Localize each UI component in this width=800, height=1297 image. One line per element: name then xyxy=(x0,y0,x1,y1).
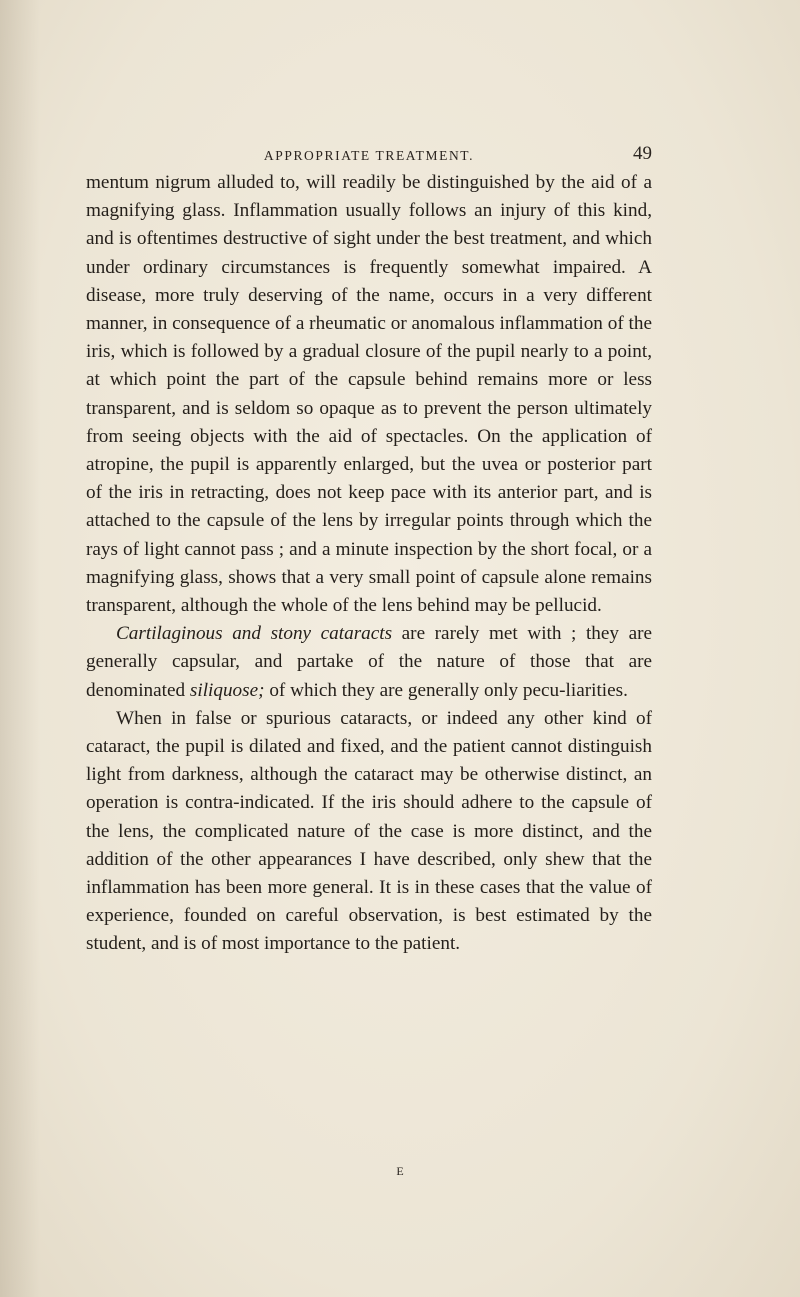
signature-mark: E xyxy=(396,1164,404,1178)
page-gutter-shadow xyxy=(0,0,40,1297)
page-number: 49 xyxy=(633,143,652,164)
italic-term-siliquose: siliquose; xyxy=(189,679,265,701)
paragraph-1: mentum nigrum alluded to, will readily be distinguished by the aid of a magnifying glass. Inflammation usually follows an injury of this kind, and is oftentimes destructive of sight under the best treatment, and which under ordinary circumstances is frequently somewhat impaired. A disease, more truly deserving of the name, occurs in a very different manner, in consequence of a rheumatic or anomalous inflammation of the iris, which is followed by a gradual closure of the pupil nearly to a point, at which point the part of the capsule behind remains more or less transparent, and is seldom so opaque as to prevent the person ultimately from seeing objects with the aid of spectacles. On the application of atropine, the pupil is apparently enlarged, but the uvea or posterior part of the iris in retracting, does not keep pace with its anterior part, and is attached to the capsule of the lens by irregular points through which the rays of light cannot pass ; and a minute inspection by the short focal, or a magnifying glass, shows that a very small point of capsule alone remains transparent, although the whole of the lens behind may be pellucid. xyxy=(86,172,652,617)
body-text xyxy=(86,169,652,959)
paragraph-2-text-end: of which they are generally only pecu-liarities. xyxy=(264,679,628,701)
paragraph-3: When in false or spurious cataracts, or indeed any other kind of cataract, the pupil is dilated and fixed, and the patient cannot distinguish light from darkness, although the cataract may be otherwise distinct, an operation is contra-indicated. If the iris should adhere to the capsule of the lens, the complicated nature of the case is more distinct, and the addition of the other appearances I have described, only shew that the inflammation has been more general. It is in these cases that the value of experience, founded on careful observation, is best estimated by the student, and is of most importance to the patient. xyxy=(86,707,652,955)
paragraph-2-text-mid: are rarely met with ; they are generally capsular, and partake of the nature of those that are denominated xyxy=(86,623,652,701)
italic-phrase-cartilaginous: Cartilaginous and stony cataracts xyxy=(116,623,393,645)
paragraph-2 xyxy=(86,620,652,705)
page-header xyxy=(86,142,652,172)
running-head: APPROPRIATE TREATMENT. xyxy=(263,148,475,163)
